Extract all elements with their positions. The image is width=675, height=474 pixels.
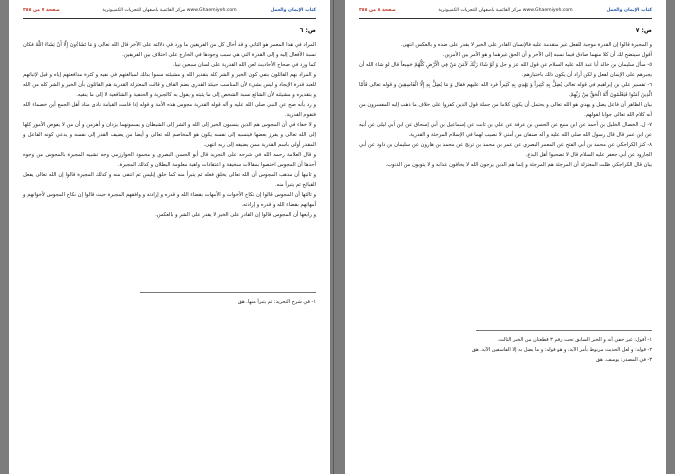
- site-url-header[interactable]: www.Ghaemiyeh.com مركز القائمية باصفهان للتحريات الكمبيوترية: [438, 8, 573, 13]
- page-header: [23, 4, 316, 19]
- footnotes: [23, 292, 316, 307]
- body-paragraph: بيان قال الكراجكي ظلت المعتزلة أن المرجئة هم المرجئة و إنما هم الذين يرجون الله لا يخافون عذابه و لا يتوبون من الذنوب.: [385, 162, 652, 168]
- body-paragraph: و المراد بهم القائلون بنفي كون الخير و الشر كله بتقدير الله و مشيئته سموا بذلك لمبالغتهم في نفيه و كثرة مدافعتهم إياه و قيل لإثباتهم للعبد قدرة الإيجاد و ليس بشيء لأن المناسب حينئذ القدري بضم القاف و قالت المعتزلة القدرية هم القائلون بأن الخير و الشر كله من الله و بتقديره و مشيئته لأن الشائع نسبة الشخص إلى ما يثبته و يقول به كالجبرية و الحنفية و الشافعية لا إلى ما ينفيه.: [23, 72, 316, 98]
- footnote: ١- في شرح التجريد: ثم يتبرأ منها. هق: [237, 299, 316, 305]
- section-number: ص: ٦: [299, 27, 316, 34]
- body-paragraph: ٥- سأل سليمان بن خالد أبا عبد الله عليه السلام عن قول الله عز و جل وَ لَوْ شَاءَ رَبُّكَ لَآمَنَ مَنْ فِي الْأَرْضِ كُلُّهُمْ جَمِيعاً قال لو شاء الله أن يجبرهم على الإيمان لفعل و لكن أراد أن يكون ذلك باختيارهم.: [359, 62, 652, 78]
- body-paragraph: و المجبرة قالوا إن القدرة موجبة للفعل غير متقدمة عليه فالإنسان القادر على الخير لا يقدر على ضده و بالعكس انتهى.: [400, 42, 652, 48]
- document-page-left: [9, 0, 330, 474]
- page-gutter: [333, 0, 334, 474]
- footnote-divider: [140, 292, 316, 293]
- footnote: ٣- في المصدر: يوسف. هق: [595, 357, 652, 363]
- site-url-header[interactable]: www.Ghaemiyeh.com مركز القائمية باصفهان للتحريات الكمبيوترية: [102, 8, 237, 13]
- footnote-divider: [476, 330, 652, 331]
- book-title[interactable]: كتاب الإيمان والعمل: [270, 8, 316, 13]
- body-paragraph: و رابعها أن المجوس قالوا إن القادر على الخير لا يقدر على الشر و بالعكس.: [155, 212, 316, 218]
- body-paragraph: ٨- كنز الكراجكي عن محمد بن أبي الفتح عن المعمر البصري عن عمر بن محمد بن ترنج عن محمد بن هارون عن سليمان بن داود عن أبي الجارود عن أبي جعفر عليه السلام قال لا تصحبوا أهل البدع.: [359, 142, 652, 158]
- footnotes: [359, 330, 652, 365]
- body-paragraph: و لا خفاء في أن المجوس هم الذين ينسبون الخير إلى الله و الشر إلى الشيطان و يسمونهما يزدان و أهرمن و أن من لا يفوض الأمور كلها إلى الله تعالى و يفرز بعضها فينسبه إلى نفسه يكون هو المخاصم لله تعالى و أيضا من يضيف القدر إلى نفسه و يدعي كونه الفاعل و المقدر أولى باسم القدرية ممن يضيفه إلى ربه انتهى.: [23, 122, 316, 148]
- footnote: ٢- قوله: و لعل الحديث مربوط بأمر الآية، و هو قوله: و ما يضل به إلا الفاسقين الآية. هق: [471, 347, 652, 353]
- document-page-right: [345, 0, 666, 474]
- body-paragraph: المراد في هذا المعمر هو الثاني و قد أحال كل من الفريقين ما ورد في دلالته على الآخر قال الله تعالى وَ مَا تَشَاءُونَ إِلَّا أَنْ يَشَاءَ اللَّهُ فكان نسبة الأفعال إليه و إلى القدرة التي هي سبب وجودها في الخارج على اختلاف بين الفريقين.: [23, 42, 316, 58]
- body-paragraph: ٧- ل، الخصال الخليل بن أحمد عن ابن منيع عن الحسن بن عرفة عن علي بن ثابت عن إسماعيل بن أبي إسحاق عن ابن أبي ليلى عن أبيه عن ابن عمر قال قال رسول الله صلى الله عليه و آله صنفان من أمتي لا نصيب لهما في الإسلام المرجئة و القدرية.: [359, 122, 652, 138]
- body-paragraph: و رد بأنه صح عن النبي صلى الله عليه و آله قوله القدرية مجوس هذه الأمة و قوله إذا قامت القيامة نادى مناد أهل الجمع أين خصماء الله فتقوم القدرية.: [23, 102, 316, 118]
- body-paragraph: ٦- تفسير علي بن إبراهيم في قوله تعالى يُضِلُّ بِهِ كَثِيراً وَ يَهْدِي بِهِ كَثِيراً فرد الله عليهم فقال وَ مَا يُضِلُّ بِهِ إِلَّا الْفَاسِقِينَ و قوله تعالى فَأَمَّا الَّذِينَ آمَنُوا فَيَعْلَمُونَ أَنَّهُ الْحَقُّ مِنْ رَبِّهِمْ.: [359, 82, 652, 98]
- page-number: صفحة ٨ من ٣٥٥: [359, 8, 396, 13]
- footnote: ١- أقول: غير خفي أنه و الخبر السابق تحت رقم ٣ قطعتان من الخبر الثالث.: [497, 337, 652, 343]
- page-header: [359, 4, 652, 19]
- page-number: صفحة ٧ من ٣٥٥: [23, 8, 60, 13]
- body-paragraph: أقول سيتضح لك أن كلا منهما صادق فيما نسبه إلى الآخر و أن الحق غيرهما و هو الأمر بين الأمرين.: [442, 52, 652, 58]
- body-paragraph: و قال العلامة رحمه الله في شرحه على التجريد قال أبو الحسن البصري و محمود الخوارزمي وجه تشبيه المجبرة بالمجوس من وجوه أحدها أن المجوس اختصوا بمقالات سخيفة و اعتقادات واهية معلومة البطلان و كذلك المجبرة.: [23, 152, 316, 168]
- body-paragraph: بيان الظاهر أن فاعل يضل و يهدي هو الله تعالى و يحتمل أن يكون كلاما من جملة قول الذين كفروا على خلاف ما ذهب إليه المفسرون من أنه كلام الله تعالى جوابا لقولهم.: [359, 102, 652, 118]
- section-number: ص: ٧: [635, 27, 652, 34]
- body-paragraph: و ثالثها أن المجوس قالوا إن نكاح الأخوات و الأمهات بقضاء الله و قدره و إرادته و وافقهم المجبرة حيث قالوا إن نكاح المجوس لأخواتهم و أمهاتهم بقضاء الله و قدره و إرادته.: [23, 192, 316, 208]
- book-title[interactable]: كتاب الإيمان والعمل: [606, 8, 652, 13]
- body-paragraph: و ثانيها أن مذهب المجوس أن الله تعالى يخلق فعله ثم يتبرأ منه كما خلق إبليس ثم انتفى منه و كذلك المجبرة قالوا إن الله تعالى يفعل القبائح ثم يتبرأ منه.: [23, 172, 316, 188]
- body-paragraph: كما ورد في صحاح الأحاديث لعن الله القدرية على لسان سبعين نبيا.: [172, 62, 316, 68]
